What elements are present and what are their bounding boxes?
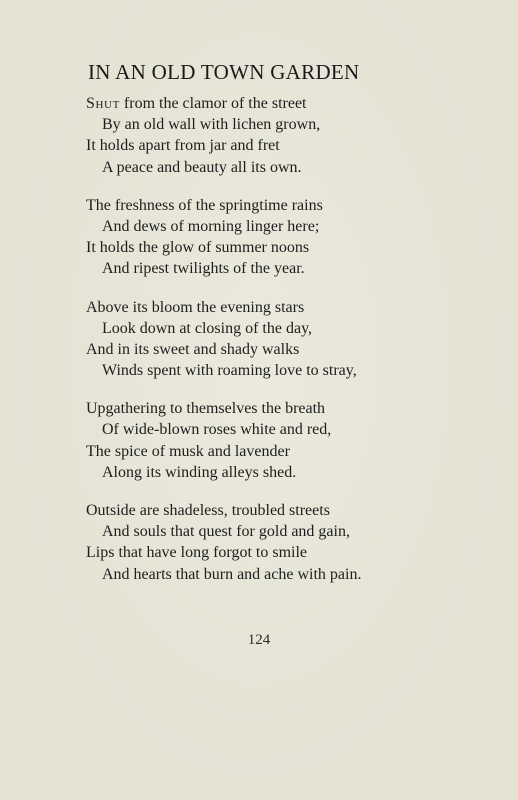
poem-line: Outside are shadeless, troubled streets (86, 502, 330, 519)
poem-line: Lips that have long forgot to smile (86, 544, 308, 562)
poem-line: It holds the glow of summer noons (86, 239, 310, 257)
poem-line: By an old wall with lichen grown, (102, 116, 321, 134)
line-text: from the clamor of the street (119, 95, 307, 112)
poem-line: Along its winding alleys shed. (102, 463, 297, 481)
poem-line: The spice of musk and lavender (86, 442, 290, 460)
poem-line: Above its bloom the evening stars (86, 298, 305, 316)
poem-body (86, 93, 486, 602)
poem-line: And dews of morning linger here; (102, 217, 320, 235)
poem-line: And ripest twilights of the year. (102, 260, 305, 278)
stanza-4 (86, 398, 486, 483)
poem-line: And in its sweet and shady walks (86, 340, 300, 358)
stanza-2 (86, 195, 486, 280)
poem-line: It holds apart from jar and fret (86, 137, 280, 155)
poem-line: Look down at closing of the day, (102, 319, 313, 337)
initial-word: Shut (86, 95, 120, 112)
poem-line: Winds spent with roaming love to stray, (102, 362, 357, 380)
poem-line: A peace and beauty all its own. (102, 158, 302, 176)
poem-line: The freshness of the springtime rains (86, 196, 323, 214)
poem-line: And souls that quest for gold and gain, (102, 523, 350, 541)
page-number: 124 (247, 632, 271, 648)
poem-title: IN AN OLD TOWN GARDEN (88, 60, 360, 84)
poem-line (86, 93, 486, 114)
stanza-5 (86, 500, 486, 585)
stanza-3 (86, 297, 486, 382)
poem-line: Of wide-blown roses white and red, (102, 421, 332, 439)
poem-line: Upgathering to themselves the breath (86, 400, 326, 418)
stanza-1 (86, 93, 486, 178)
poem-line: And hearts that burn and ache with pain. (102, 565, 362, 583)
